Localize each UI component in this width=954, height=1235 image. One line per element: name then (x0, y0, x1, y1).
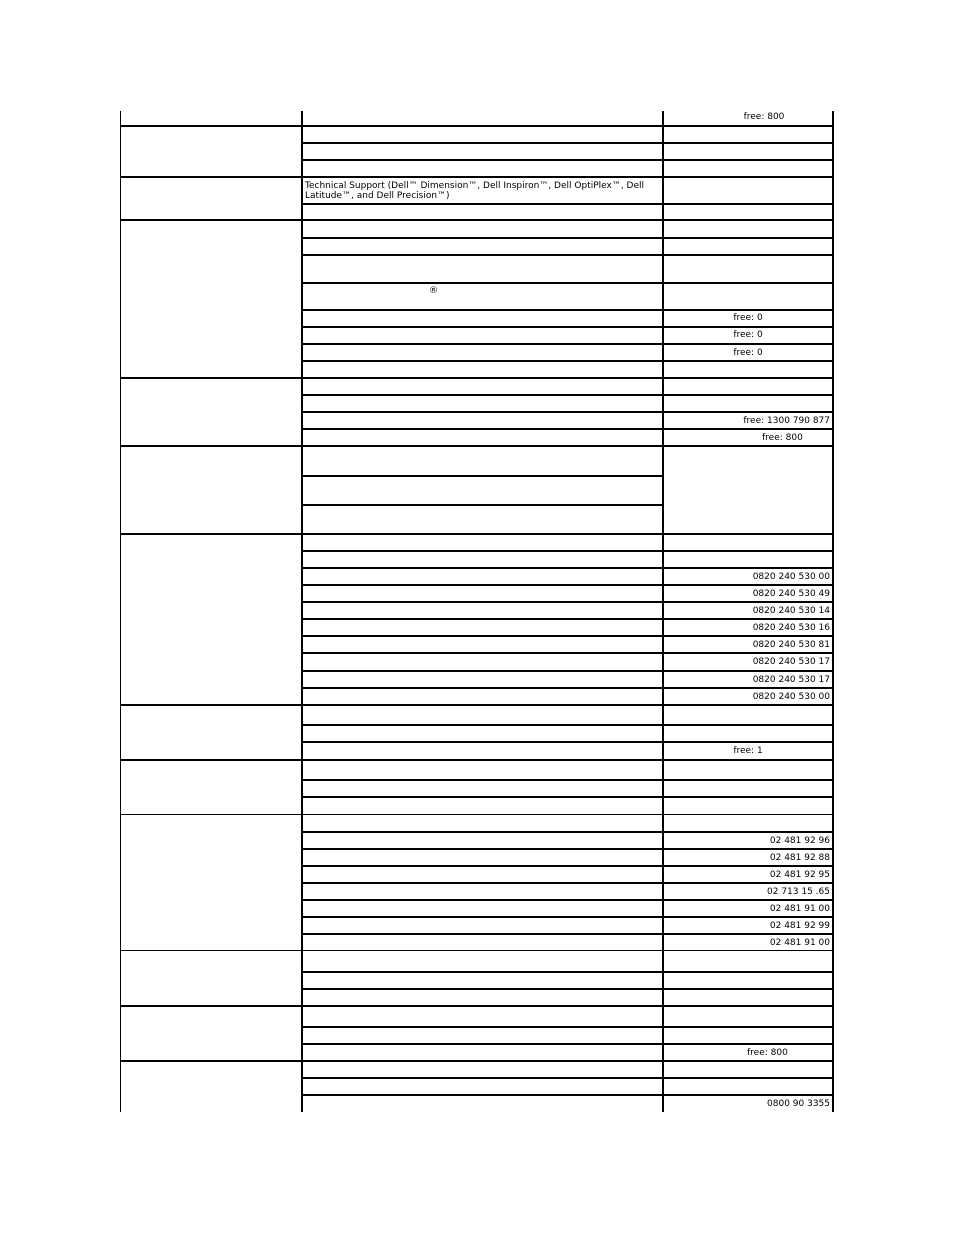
row-divider (301, 831, 834, 833)
phone-cell: 02 481 92 96 (769, 836, 830, 846)
row-divider (301, 428, 834, 430)
phone-cell: 0800 90 3355 (767, 1099, 830, 1109)
service-label: Technical Support (Dell™ Dimension™, Dell Inspiron™, Dell OptiPlex™, Dell Latitude™, and Dell Precision™) (305, 181, 645, 201)
phone-cell: free: 0 (733, 330, 763, 340)
table-border-left (120, 111, 121, 1112)
row-divider (301, 988, 834, 990)
row-divider (301, 309, 834, 311)
row-divider (301, 779, 834, 781)
phone-cell: free: 0 (733, 348, 763, 358)
group-divider (120, 950, 834, 951)
phone-cell: 0820 240 530 17 (752, 675, 830, 685)
row-divider (301, 1043, 834, 1045)
phone-cell: 0820 240 530 81 (752, 640, 830, 650)
row-divider (301, 687, 834, 689)
row-divider (301, 1077, 834, 1079)
row-divider (301, 635, 834, 637)
phone-cell: 02 481 92 88 (769, 853, 830, 863)
phone-cell: free: 800 (762, 433, 803, 443)
row-divider (301, 1094, 834, 1096)
row-divider (301, 1026, 834, 1028)
phone-cell: 0820 240 530 49 (752, 589, 830, 599)
phone-cell: 02 481 92 99 (769, 921, 830, 931)
phone-cell: free: 800 (743, 112, 785, 122)
row-divider (301, 848, 834, 850)
row-divider (301, 882, 834, 884)
row-divider (301, 142, 834, 144)
row-divider (301, 475, 663, 477)
group-divider (120, 704, 834, 706)
phone-cell: 02 713 15 .65 (767, 887, 830, 897)
group-divider (120, 814, 834, 815)
phone-cell: free: 800 (747, 1048, 788, 1058)
row-divider (301, 652, 834, 654)
row-divider (301, 504, 663, 506)
row-divider (301, 237, 834, 239)
group-divider (120, 759, 834, 761)
row-divider (301, 584, 834, 586)
row-divider (301, 203, 834, 205)
group-divider (120, 445, 834, 447)
group-divider (120, 1060, 834, 1062)
group-divider (120, 377, 834, 379)
phone-cell: 0820 240 530 00 (752, 572, 830, 582)
row-divider (301, 411, 834, 413)
phone-cell: 0820 240 530 14 (752, 606, 830, 616)
row-divider (301, 343, 834, 345)
row-divider (301, 618, 834, 620)
phone-cell: free: 1300 790 877 (743, 416, 830, 426)
row-divider (301, 933, 834, 935)
row-divider (301, 360, 834, 362)
phone-cell: 0820 240 530 17 (752, 657, 830, 667)
phone-cell: free: 1 (733, 746, 763, 756)
phone-cell: 0820 240 530 00 (752, 692, 830, 702)
phone-cell: 02 481 91 00 (769, 904, 830, 914)
row-divider (301, 865, 834, 867)
group-divider (120, 125, 834, 127)
row-divider (301, 326, 834, 328)
row-divider (301, 724, 834, 726)
row-divider (301, 394, 834, 396)
group-divider (120, 533, 834, 535)
registered-mark: ® (429, 286, 438, 296)
row-divider (301, 741, 834, 743)
group-divider (120, 1005, 834, 1007)
row-divider (301, 567, 834, 569)
row-divider (301, 916, 834, 918)
table-border-col2 (301, 111, 303, 1112)
row-divider (301, 796, 834, 798)
row-divider (301, 899, 834, 901)
row-divider (301, 670, 834, 672)
row-divider (301, 159, 834, 161)
row-divider (301, 282, 834, 284)
row-divider (301, 254, 834, 256)
group-divider (120, 176, 834, 178)
phone-cell: 0820 240 530 16 (752, 623, 830, 633)
row-divider (301, 601, 834, 603)
row-divider (301, 971, 834, 973)
group-divider (120, 219, 834, 221)
phone-cell: 02 481 92 95 (769, 870, 830, 880)
table-border-right (832, 111, 834, 1112)
phone-cell: 02 481 91 00 (769, 938, 830, 948)
phone-cell: free: 0 (733, 313, 763, 323)
row-divider (301, 550, 834, 552)
